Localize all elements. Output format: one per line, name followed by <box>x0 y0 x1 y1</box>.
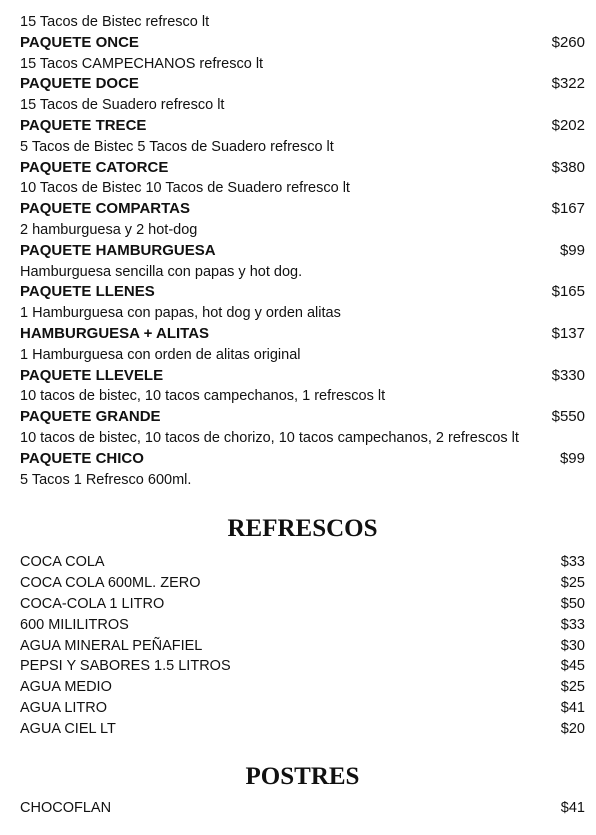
refrescos-item-price: $33 <box>560 554 585 571</box>
refrescos-item <box>20 615 585 636</box>
paquete-price: $330 <box>551 366 585 384</box>
paquete-row <box>20 199 585 220</box>
paquete-row <box>20 241 585 262</box>
paquete-name: PAQUETE HAMBURGUESA <box>20 241 216 259</box>
paquete-name: PAQUETE LLEVELE <box>20 366 164 384</box>
refrescos-item-price: $25 <box>560 575 585 592</box>
refrescos-item-price: $41 <box>560 699 585 716</box>
paquete-row <box>20 449 585 470</box>
paquete-desc: 10 tacos de bistec, 10 tacos de chorizo, 10 tacos campechanos, 2 refrescos lt <box>20 429 519 446</box>
refrescos-item-price: $25 <box>560 679 585 696</box>
paquete-desc: 2 hamburguesa y 2 hot-dog <box>20 221 198 238</box>
refrescos-item-price: $45 <box>560 658 585 675</box>
paquete-row <box>20 366 585 387</box>
paquete-price: $167 <box>551 200 585 218</box>
paquete-price: $380 <box>551 158 585 176</box>
paquete-name: PAQUETE ONCE <box>20 33 139 51</box>
refrescos-item <box>20 719 585 740</box>
paquete-price: $99 <box>559 449 585 467</box>
paquete-price: $99 <box>559 241 585 259</box>
paquete-price: $260 <box>551 33 585 51</box>
postres-title: POSTRES <box>245 762 360 790</box>
refrescos-item-name: COCA COLA <box>20 554 105 571</box>
paquete-desc: 1 Hamburguesa con orden de alitas original <box>20 346 301 363</box>
paquete-desc: 15 Tacos CAMPECHANOS refresco lt <box>20 55 264 72</box>
refrescos-item-name: COCA COLA 600ML. ZERO <box>20 575 201 592</box>
refrescos-item-name: PEPSI Y SABORES 1.5 LITROS <box>20 658 231 675</box>
postres-list <box>20 798 585 819</box>
paquete-name: PAQUETE DOCE <box>20 75 139 93</box>
refrescos-item <box>20 636 585 657</box>
refrescos-title: REFRESCOS <box>227 515 378 543</box>
refrescos-item <box>20 594 585 615</box>
postres-item-name: CHOCOFLAN <box>20 799 112 816</box>
paquete-desc: Hamburguesa sencilla con papas y hot dog. <box>20 263 303 280</box>
paquete-price: $550 <box>551 408 585 426</box>
paquete-name: HAMBURGUESA + ALITAS <box>20 324 210 342</box>
paquete-price: $137 <box>551 324 585 342</box>
paquete-price: $202 <box>551 116 585 134</box>
paquete-name: PAQUETE CHICO <box>20 449 144 467</box>
refrescos-item-price: $20 <box>560 720 585 737</box>
refrescos-item-name: AGUA LITRO <box>20 699 108 716</box>
paquete-row <box>20 116 585 137</box>
postres-item-price: $41 <box>560 799 585 816</box>
paquete-name: PAQUETE COMPARTAS <box>20 200 191 218</box>
refrescos-item <box>20 656 585 677</box>
refrescos-item-name: AGUA CIEL LT <box>20 720 116 737</box>
refrescos-item <box>20 698 585 719</box>
menu-page <box>20 12 585 818</box>
paquete-price: $165 <box>551 283 585 301</box>
refrescos-item-name: 600 MILILITROS <box>20 616 129 633</box>
paquete-desc: 1 Hamburguesa con papas, hot dog y orden alitas <box>20 305 341 322</box>
paquete-row <box>20 407 585 428</box>
paquete-desc: 5 Tacos de Bistec 5 Tacos de Suadero refresco lt <box>20 138 334 155</box>
refrescos-item-price: $30 <box>560 637 585 654</box>
postres-item <box>20 798 585 819</box>
paquete-price: $322 <box>551 75 585 93</box>
refrescos-item <box>20 552 585 573</box>
refrescos-item <box>20 573 585 594</box>
paquete-desc: 10 tacos de bistec, 10 tacos campechanos, 1 refrescos lt <box>20 388 386 405</box>
refrescos-item-name: COCA-COLA 1 LITRO <box>20 595 165 612</box>
refrescos-list <box>20 552 585 739</box>
paquete-row <box>20 74 585 95</box>
paquete-diez-desc: 15 Tacos de Bistec refresco lt <box>20 14 210 30</box>
paquete-row <box>20 324 585 345</box>
paquete-name: PAQUETE LLENES <box>20 283 155 301</box>
paquete-desc: 10 Tacos de Bistec 10 Tacos de Suadero refresco lt <box>20 180 350 197</box>
refrescos-item-name: AGUA MEDIO <box>20 679 112 696</box>
paquetes-list <box>20 33 585 491</box>
paquete-name: PAQUETE GRANDE <box>20 408 161 426</box>
paquete-name: PAQUETE TRECE <box>20 116 147 134</box>
paquete-desc: 5 Tacos 1 Refresco 600ml. <box>20 471 192 488</box>
paquete-row <box>20 158 585 179</box>
refrescos-item-price: $33 <box>560 616 585 633</box>
refrescos-item-name: AGUA MINERAL PEÑAFIEL <box>20 637 203 654</box>
paquete-desc: 15 Tacos de Suadero refresco lt <box>20 97 225 114</box>
paquete-name: PAQUETE CATORCE <box>20 158 169 176</box>
paquete-row <box>20 282 585 303</box>
paquete-row <box>20 33 585 54</box>
refrescos-item-price: $50 <box>560 595 585 612</box>
refrescos-item <box>20 677 585 698</box>
